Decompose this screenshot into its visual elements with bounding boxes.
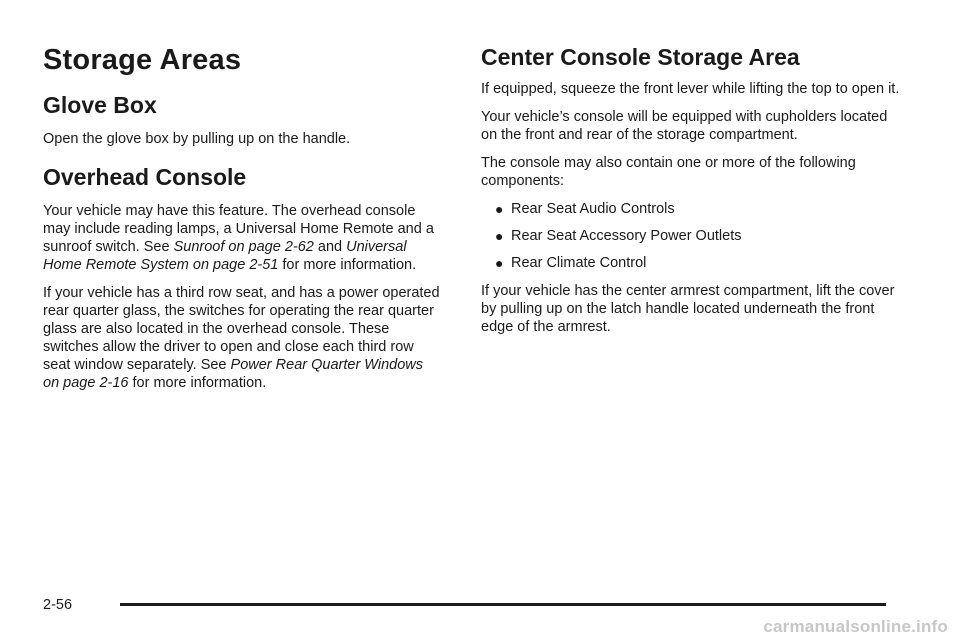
footer-rule — [120, 603, 886, 606]
center-console-paragraph-1: If equipped, squeeze the front lever while lifting the top to open it. — [481, 81, 900, 97]
overhead-p1-text-c: for more information. — [278, 257, 417, 273]
list-item-text: Rear Seat Accessory Power Outlets — [511, 228, 742, 244]
overhead-p2-text-b: for more information. — [128, 375, 267, 391]
list-item-text: Rear Seat Audio Controls — [511, 201, 675, 217]
overhead-p2-text-a: If your vehicle has a third row seat, and has a power operated rear quarter glass, the switches for operating the rear quarter glass are also located in the overhead console. These switches allow the driver to open and close each third row seat window separately. See — [43, 285, 440, 373]
list-item-text: Rear Climate Control — [511, 255, 647, 271]
page-title: Storage Areas — [43, 44, 242, 76]
sunroof-reference-link[interactable]: Sunroof on page 2-62 — [173, 239, 314, 255]
watermark-text: carmanualsonline.info — [763, 617, 948, 636]
universal-home-remote-reference-link[interactable]: Universal Home Remote System on page 2-51 — [43, 239, 407, 273]
overhead-p1-text-b: and — [313, 239, 347, 255]
center-console-paragraph-3: The console may also contain one or more of the following components: — [481, 155, 856, 189]
right-column — [481, 40, 901, 346]
center-console-paragraph-4: If your vehicle has the center armrest compartment, lift the cover by pulling up on the latch handle located underneath the front edge of the armrest. — [481, 283, 895, 335]
overhead-p1-text-a: Your vehicle may have this feature. The overhead console may include reading lamps, a Universal Home Remote and a sunroof switch. See — [43, 203, 434, 255]
center-console-paragraph-2: Your vehicle’s console will be equipped with cupholders located on the front and rear of the storage compartment. — [481, 109, 888, 143]
overhead-console-paragraph-1 — [43, 202, 443, 274]
list-item — [481, 200, 901, 218]
list-item — [481, 254, 901, 272]
components-list — [481, 200, 901, 272]
bullet-icon: ● — [495, 255, 504, 271]
center-console-heading: Center Console Storage Area — [481, 44, 800, 70]
glove-box-text: Open the glove box by pulling up on the handle. — [43, 131, 351, 147]
list-item — [481, 227, 901, 245]
page-number: 2-56 — [43, 597, 73, 613]
bullet-icon: ● — [495, 228, 504, 244]
power-rear-quarter-windows-reference-link[interactable]: Power Rear Quarter Windows on page 2-16 — [43, 357, 423, 391]
glove-box-heading: Glove Box — [43, 92, 157, 118]
left-column — [43, 40, 443, 402]
bullet-icon: ● — [495, 201, 504, 217]
overhead-console-heading: Overhead Console — [43, 164, 247, 190]
overhead-console-paragraph-2 — [43, 284, 443, 392]
